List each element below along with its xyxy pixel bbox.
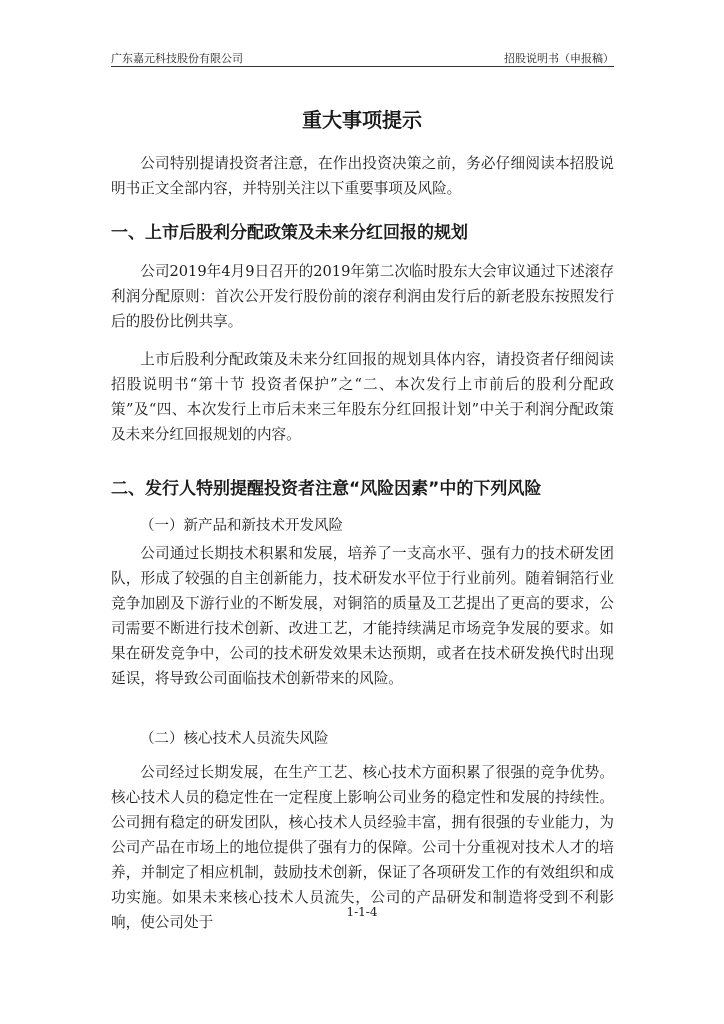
section2-sub1-heading: （一）新产品和新技术开发风险 (140, 518, 343, 534)
page-title: 重大事项提示 (302, 108, 422, 132)
page-number: 1-1-4 (346, 905, 378, 919)
section1-paragraph-1: 公司2019年4月9日召开的2019年第二次临时股东大会审议通过下述滚存利润分配原则：首次公开发行股份前的滚存利润由发行后的新老股东按照发行后的股份比例共享。 (111, 263, 614, 330)
header-company: 广东嘉元科技股份有限公司 (111, 52, 243, 65)
section2-heading: 二、发行人特别提醒投资者注意“风险因素”中的下列风险 (111, 479, 542, 499)
section1-heading: 一、上市后股利分配政策及未来分红回报的规划 (111, 223, 468, 243)
section2-sub1-paragraph: 公司通过长期技术积累和发展，培养了一支高水平、强有力的技术研发团队，形成了较强的自主创新能力，技术研发水平位于行业前列。随着铜箔行业竞争加剧及下游行业的不断发展，对铜箔的质量及工艺提出了更高的要求，公司需要不断进行技术创新、改进工艺，才能持续满足市场竞争发展的要求。如果在研发竞争中，公司的技术研发效果未达预期，或者在技术研发换代时出现延误，将导致公司面临技术创新带来的风险。 (111, 545, 614, 687)
header-doc-title: 招股说明书（申报稿） (504, 52, 614, 65)
intro-paragraph: 公司特别提请投资者注意，在作出投资决策之前，务必仔细阅读本招股说明书正文全部内容，并特别关注以下重要事项及风险。 (111, 155, 614, 197)
section1-paragraph-2: 上市后股利分配政策及未来分红回报的规划具体内容，请投资者仔细阅读招股说明书“第十节 投资者保护”之“二、本次发行上市前后的股利分配政策”及“四、本次发行上市后未来三年股东分红回报计划”中关于利润分配政策及未来分红回报规划的内容。 (111, 351, 614, 443)
section2-sub2-heading: （二）核心技术人员流失风险 (140, 731, 329, 747)
section2-sub2-paragraph: 公司经过长期发展，在生产工艺、核心技术方面积累了很强的竞争优势。核心技术人员的稳定性在一定程度上影响公司业务的稳定性和发展的持续性。公司拥有稳定的研发团队，核心技术人员经验丰富，拥有很强的专业能力，为公司产品在市场上的地位提供了强有力的保障。公司十分重视对技术人才的培养，并制定了相应机制，鼓励技术创新，保证了各项研发工作的有效组织和成功实施。如果未来核心技术人员流失，公司的产品研发和制造将受到不利影响，使公司处于 (111, 764, 614, 931)
page-header (111, 48, 614, 67)
